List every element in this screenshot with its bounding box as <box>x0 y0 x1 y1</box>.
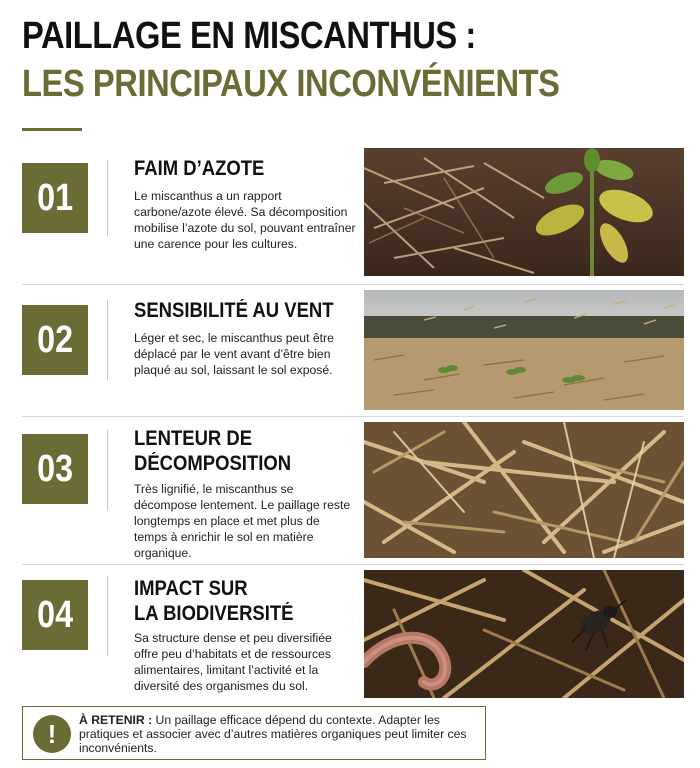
item-photo-seedling <box>364 148 684 276</box>
item-description: Sa structure dense et peu diversifiée offre peu d’habitats et de ressources alimentaires, limitant l’activité et la diversité des organismes du sol. <box>134 631 332 693</box>
row-separator <box>22 416 684 417</box>
item-number-badge: 01 <box>22 163 88 233</box>
exclamation-icon: ! <box>33 715 71 753</box>
item-photo-wind <box>364 290 684 410</box>
key-takeaway-box <box>22 706 486 760</box>
item-divider <box>107 430 108 510</box>
item-photo-biodiversity <box>364 570 684 698</box>
item-description: Le miscanthus a un rapport carbone/azote élevé. Sa décomposition mobilise l’azote du sol, pouvant entraîner une carence pour les cultures. <box>134 189 356 251</box>
item-number-badge: 02 <box>22 305 88 375</box>
row-separator <box>22 564 684 565</box>
item-divider <box>107 160 108 236</box>
row-separator <box>22 284 684 285</box>
key-takeaway-label: À RETENIR : <box>79 713 153 727</box>
item-title: LENTEUR DE <box>134 427 253 450</box>
item-divider <box>107 576 108 656</box>
item-photo-straw <box>364 422 684 558</box>
item-title-line2: LA BIODIVERSITÉ <box>134 602 294 625</box>
page-title: PAILLAGE EN MISCANTHUS : <box>22 15 476 57</box>
key-takeaway-text <box>79 713 479 755</box>
item-divider <box>107 300 108 380</box>
page-subtitle: LES PRINCIPAUX INCONVÉNIENTS <box>22 63 560 105</box>
item-title: IMPACT SUR <box>134 577 248 600</box>
item-title: FAIM D’AZOTE <box>134 157 265 180</box>
key-takeaway-body: Un paillage efficace dépend du contexte. Adapter les pratiques et associer avec d’autres matières organiques peut limiter ces inconvénients. <box>79 713 467 755</box>
item-number-badge: 04 <box>22 580 88 650</box>
item-title: SENSIBILITÉ AU VENT <box>134 299 334 322</box>
item-description: Léger et sec, le miscanthus peut être déplacé par le vent avant d’être bien plaqué au sol, laissant le sol exposé. <box>134 331 334 377</box>
title-underline <box>22 128 82 131</box>
item-title-line2: DÉCOMPOSITION <box>134 452 292 475</box>
item-number-badge: 03 <box>22 434 88 504</box>
item-description: Très lignifié, le miscanthus se décompose lentement. Le paillage reste longtemps en place et met plus de temps à enrichir le sol en matière organique. <box>134 482 351 560</box>
